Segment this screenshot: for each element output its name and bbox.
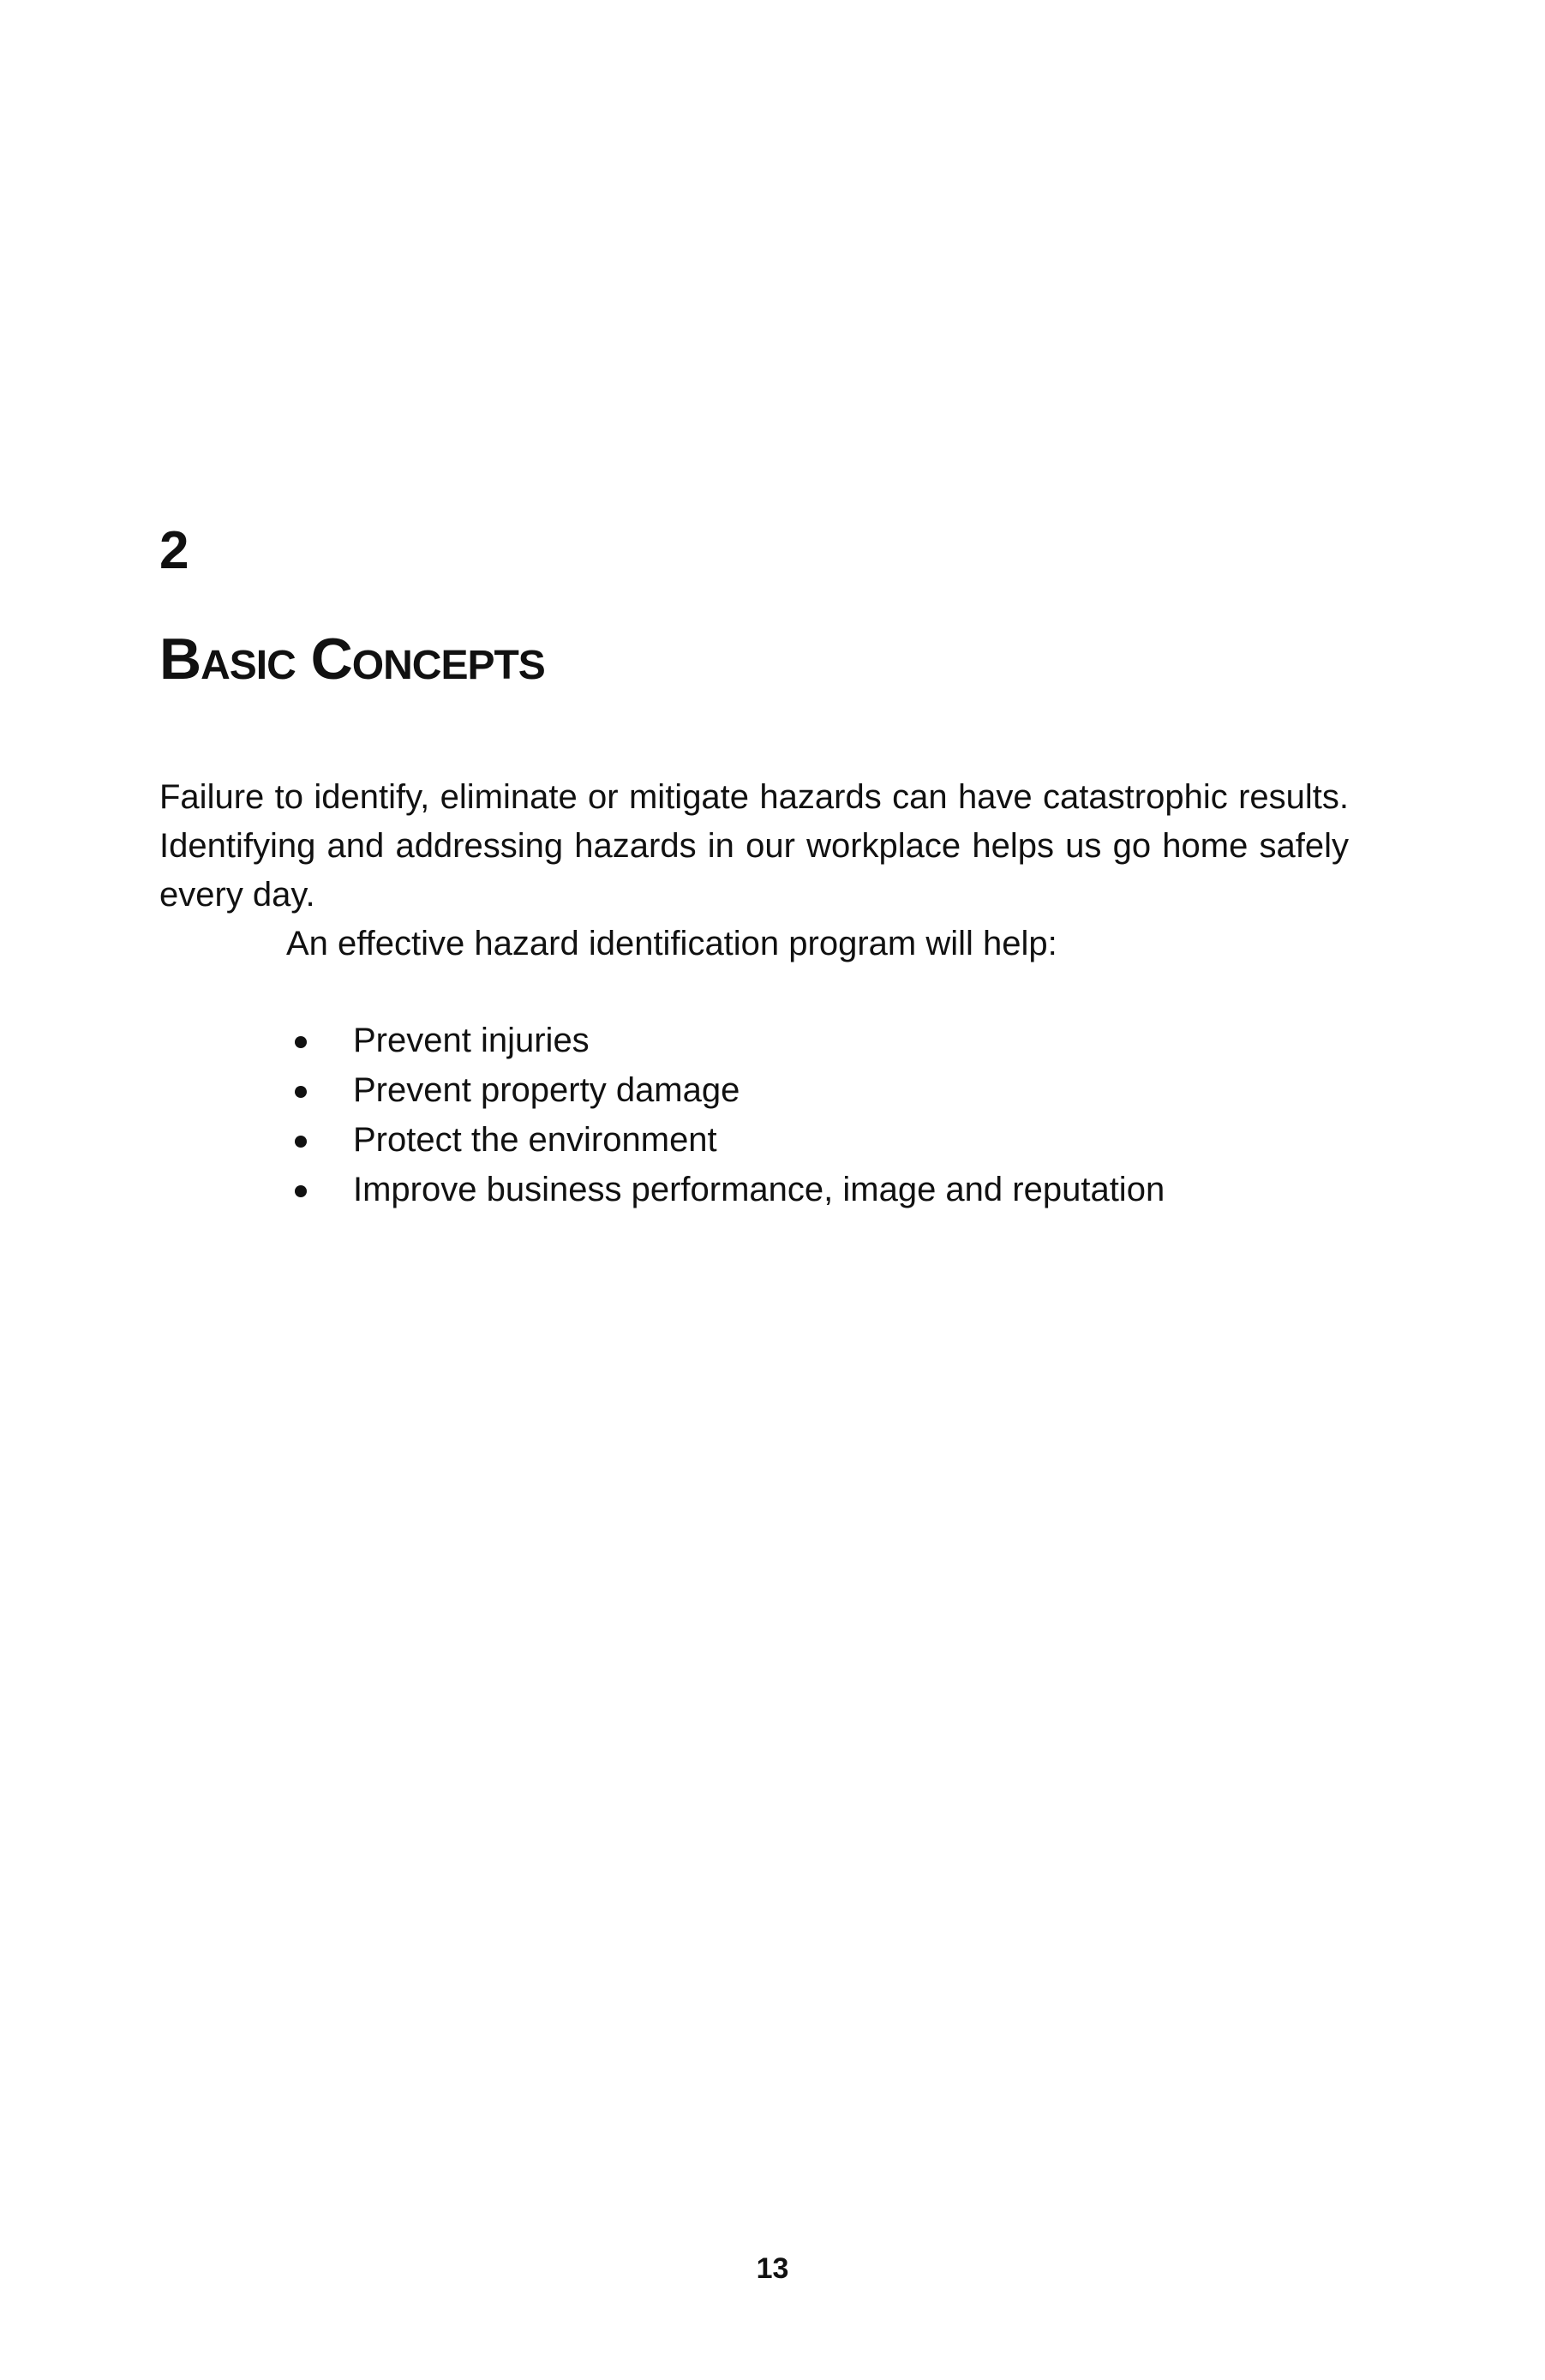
bullet-icon — [295, 1185, 307, 1197]
bullet-icon — [295, 1136, 307, 1148]
list-item-text: Prevent property damage — [353, 1071, 740, 1109]
intro-paragraph: Failure to identify, eliminate or mitigate hazards can have catastrophic results. Identifying and addressing hazards in our workplace helps us go home safely every day. — [159, 778, 1349, 914]
list-item-text: Improve business performance, image and reputation — [353, 1171, 1165, 1208]
page-number: 13 — [756, 2252, 789, 2285]
chapter-title: Basic Concepts — [159, 626, 545, 692]
list-item-text: Prevent injuries — [353, 1022, 590, 1059]
list-item-text: Protect the environment — [353, 1121, 717, 1159]
bullet-icon — [295, 1036, 307, 1048]
bullet-icon — [295, 1086, 307, 1098]
chapter-number: 2 — [159, 521, 189, 580]
list-lead-in: An effective hazard identification program will help: — [286, 925, 1057, 962]
